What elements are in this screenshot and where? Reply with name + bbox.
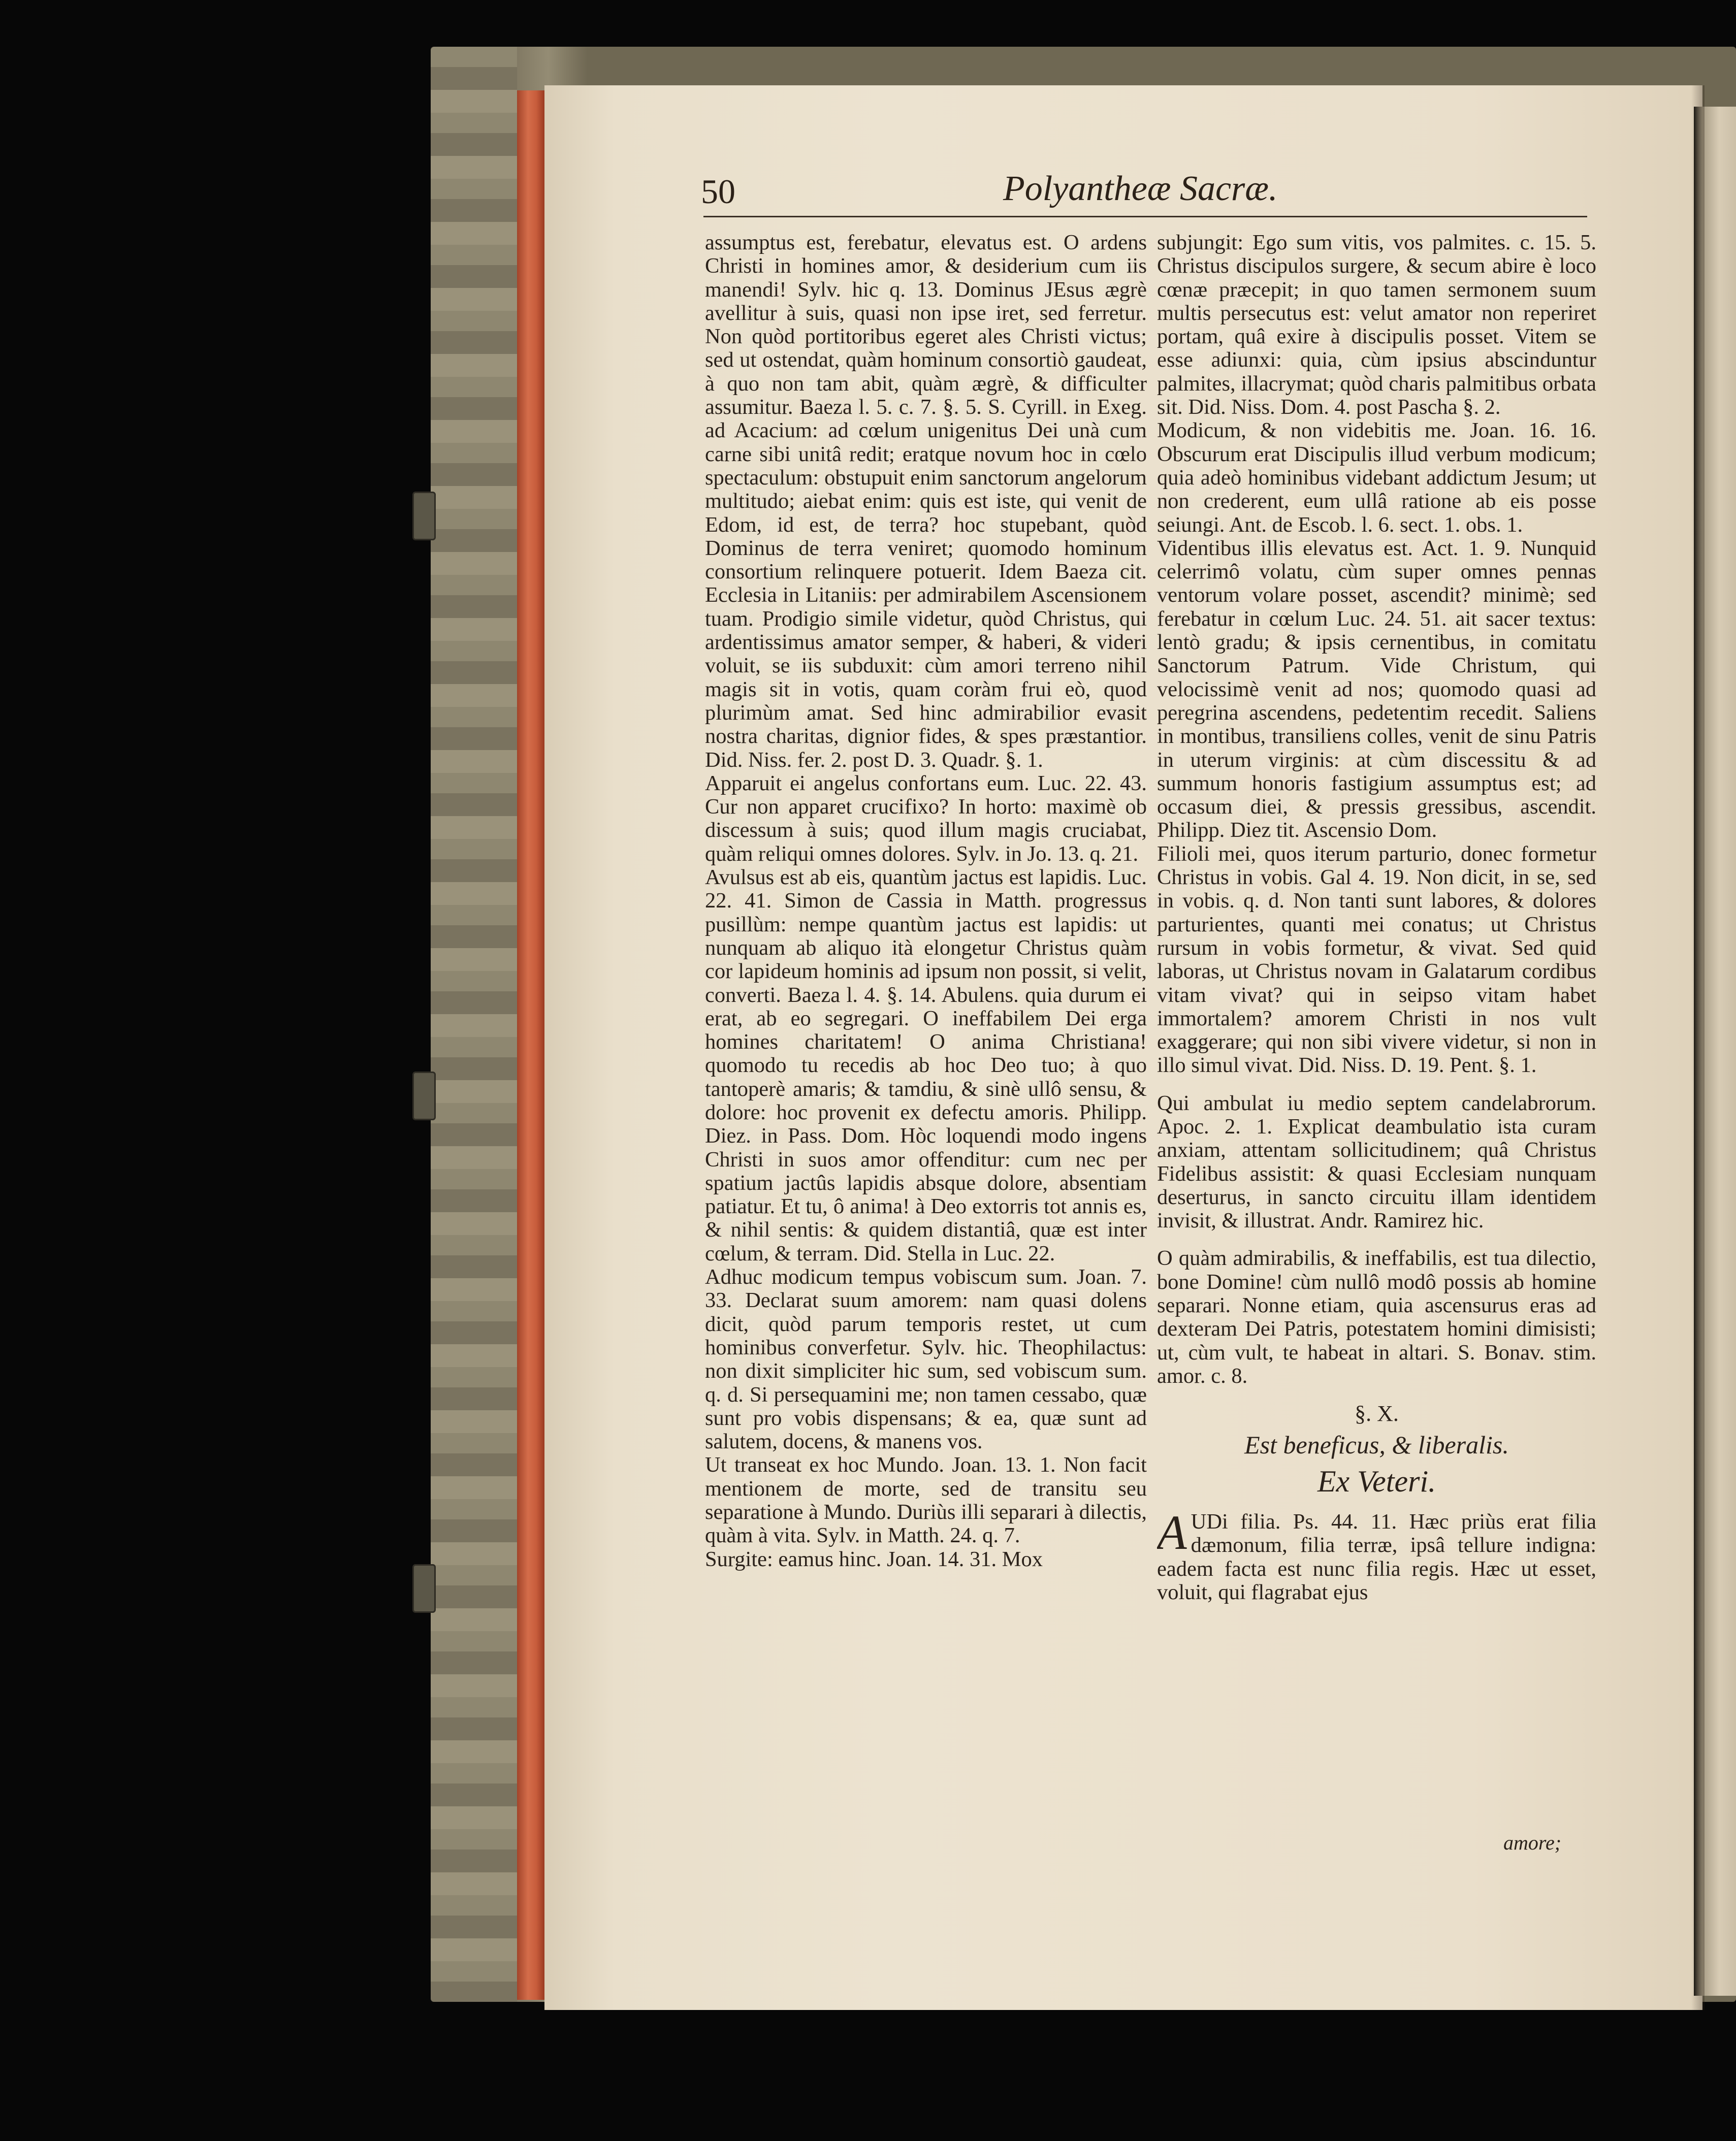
hinge-clasp (412, 1564, 436, 1613)
paragraph: subjungit: Ego sum vitis, vos palmites. c. 15. 5. Christus discipulos surgere, & secum abire è loco cœnæ præcepit; in quo tamen sermonem suum multis persecutus est: velut amator non reperiret portam, quâ exire à discipulis posset. Vitem se esse adiunxi: quia, cùm ipsius abscinduntur palmites, illacrymat; quòd charis palmitibus orbata sit. Did. Niss. Dom. 4. post Pascha §. 2. (1157, 231, 1596, 419)
hinge-clasp (412, 492, 436, 540)
catchword: amore; (1503, 1831, 1562, 1854)
paragraph: Apparuit ei angelus confortans eum. Luc. 22. 43. Cur non apparet crucifixo? In horto: maximè ob discessum à suis; quod illum magis cruciabat, quàm reliqui omnes dolores. Sylv. in Jo. 13. q. 21. (705, 771, 1147, 866)
paragraph: Adhuc modicum tempus vobiscum sum. Joan. 7. 33. Declarat suum amorem: nam quasi dolens dicit, quòd parum temporis restet, ut cum hominibus converfetur. Sylv. hic. Theophilactus: non dixit simpliciter hic sum, sed vobiscum sum. q. d. Si persequamini me; non tamen cessabo, quæ sunt pro vobis dispensans; & ea, quæ sunt ad salutem, docens, & manens vos. (705, 1265, 1147, 1454)
section-title: Est beneficus, & liberalis. (1244, 1430, 1509, 1459)
paragraph: Filioli mei, quos iterum parturio, donec formetur Christus in vobis. Gal 4. 19. Non dicit, in se, sed in vobis. q. d. Non tanti sunt labores, & dolores parturientes, quanti mei conatus; ut Christus rursum in vobis formetur, & vivat. Sed quid laboras, ut Christus novam in Galatarum cordibus vitam vivat? qui in seipso vitam habet immortalem? amorem Christi in nos vult exaggerare; qui non sibi vivere videtur, si non in illo simul vivat. Did. Niss. D. 19. Pent. §. 1. (1157, 841, 1596, 1078)
spine-board (431, 47, 517, 2002)
header-rule (703, 216, 1587, 217)
left-column (705, 231, 1147, 1836)
paragraph: Modicum, & non videbitis me. Joan. 16. 16. Obscurum erat Discipulis illud verbum modicum; quia adeò hominibus videbant addictum Jesum; ut non crederent, eum ullâ ratione ab eis posse seiungi. Ant. de Escob. l. 6. sect. 1. obs. 1. (1157, 418, 1596, 537)
paragraph: Videntibus illis elevatus est. Act. 1. 9. Nunquid celerrimô volatu, cùm super omnes pennas ventorum volare posset, ascendit? minimè; sed ferebatur in cœlum Luc. 24. 51. ait sacer textus: lentò gradu; & ipsis cernentibus, in comitatu Sanctorum Patrum. Vide Christum, qui velocissimè venit ad nos; quomodo quasi ad peregrina ascendens, pedetentim recedit. Saliens in montibus, transiliens colles, venit de sinu Patris in uterum virginis: at cùm discessitu & ad summum honoris fastigium assumptus est; ad occasum diei, & pressis gressibus, ascendit. Philipp. Diez tit. Ascensio Dom. (1157, 536, 1596, 842)
paragraph: Ut transeat ex hoc Mundo. Joan. 13. 1. Non facit mentionem de morte, sed de transitu seu separatione à Mundo. Duriùs illi separari à dilectis, quàm à vita. Sylv. in Matth. 24. q. 7. (705, 1453, 1147, 1548)
page-gutter-shadow (1691, 85, 1705, 2010)
right-column (1157, 231, 1596, 1836)
section-subtitle: Ex Veteri. (1317, 1464, 1436, 1498)
running-title: Polyantheæ Sacræ. (1003, 169, 1278, 208)
paragraph-gap (1157, 1078, 1596, 1092)
section-number: §. X. (1355, 1401, 1399, 1426)
red-page-edge (517, 90, 544, 2000)
paragraph-text: UDi filia. Ps. 44. 11. Hæc priùs erat filia dæmonum, filia terræ, ipsâ tellure indigna: eadem facta est nunc filia regis. Hæc ut esset, voluit, qui flagrabat ejus (1157, 1510, 1596, 1605)
page-number: 50 (701, 172, 735, 211)
paragraph-with-dropcap (1157, 1505, 1596, 1605)
paragraph: O quàm admirabilis, & ineffabilis, est tua dilectio, bone Domine! cùm nullô modô possis ab homine separari. Nonne etiam, quia ascensurus eras ad dexteram Dei Patris, potestatem homini dimisisti; ut, cùm vult, te habeat in altari. S. Bonav. stim. amor. c. 8. (1157, 1246, 1596, 1388)
paragraph: assumptus est, ferebatur, elevatus est. O ardens Christi in homines amor, & desiderium cum iis manendi! Sylv. hic q. 13. Dominus JEsus ægrè avellitur à suis, quasi non ipse iret, sed ferretur. Non quòd portitoribus egeret ales Christi victus; sed ut ostendat, quàm hominum consortiò gaudeat, à quo non tam abit, quàm ægrè, & difficulter assumitur. Baeza l. 5. c. 7. §. 5. S. Cyrill. in Exeg. ad Acacium: ad cœlum unigenitus Dei unà cum carne sibi unitâ redit; eratque novum hoc in cœlo spectaculum: obstupuit enim sanctorum angelorum multitudo; aiebat enim: quis est iste, qui venit de Edom, id est, de terra? hoc stupebant, quòd Dominus de terra veniret; quomodo hominum consortium relinquere potuerit. Idem Baeza cit. Ecclesia in Litaniis: per admirabilem Ascensionem tuam. Prodigio simile videtur, quòd Christus, qui ardentissimus amator semper, & haberi, & videri voluit, se iis subduxit: cùm amori terreno nihil magis sit in votis, quam coràm frui eò, quod plurimùm amat. Sed hinc admirabilior evasit nostra charitas, dignior fides, & spes præstantior. Did. Niss. fer. 2. post D. 3. Quadr. §. 1. (705, 231, 1147, 772)
paragraph: Surgite: eamus hinc. Joan. 14. 31. Mox (705, 1547, 1043, 1571)
paragraph-gap (1157, 1232, 1596, 1247)
paragraph: Qui ambulat iu medio septem candelabrorum. Apoc. 2. 1. Explicat deambulatio ista curam anxiam, attentam sollicitudinem; quâ Christus Fidelibus assistit: & quasi Ecclesiam nunquam deserturus, in sancto circuitu illam identidem invisit, & illustrat. Andr. Ramirez hic. (1157, 1091, 1596, 1233)
paragraph: Avulsus est ab eis, quantùm jactus est lapidis. Luc. 22. 41. Simon de Cassia in Matth. progressus pusillùm: nempe quantùm jactus est lapidis: ut nunquam ab aliquo ità elongetur Christus quàm cor lapideum hominis ad ipsum non possit, si velit, converti. Baeza l. 4. §. 14. Abulens. quia durum ei erat, ab eo segregari. O ineffabilem Dei erga homines charitatem! O anima Christiana! quomodo tu recedis ab hoc Deo tuo; à quo tantoperè amaris; & tamdiu, & sinè ullô sensu, & dolore: hoc provenit ex defectu amoris. Philipp. Diez. in Pass. Dom. Hòc loquendi modo ingens Christi in suos amor offenditur: cum nec per spatium jactûs lapidis absque dolore, absentiam patiatur. Et tu, ô anima! à Deo extorris tot annis es, & nihil sentis: & quidem distantiâ, quæ est inter cœlum, & terram. Did. Stella in Luc. 22. (705, 865, 1147, 1266)
drop-cap: A (1157, 1505, 1187, 1560)
hinge-clasp (412, 1072, 436, 1120)
